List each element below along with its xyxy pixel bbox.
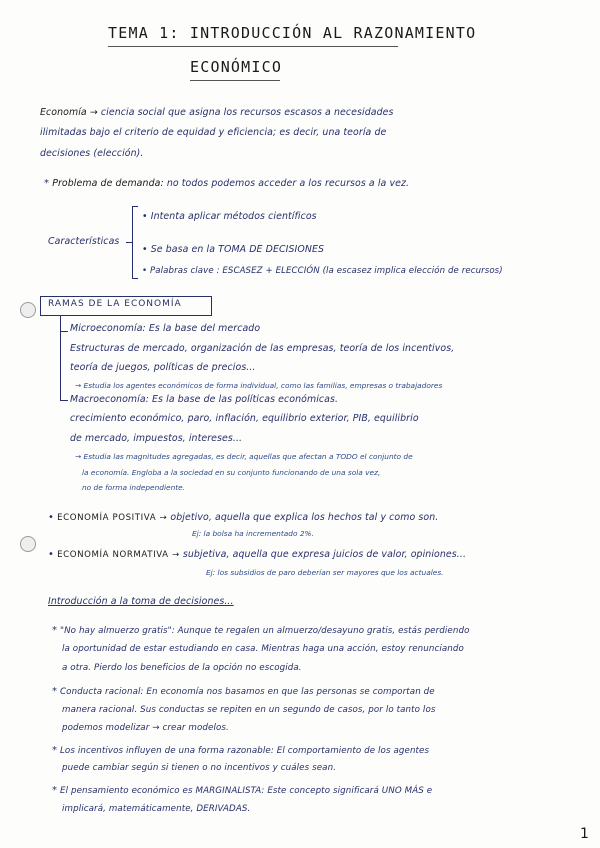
decisiones-p4-line2: implicará, matemáticamente, DERIVADAS.: [62, 804, 251, 814]
definition-line2: ilimitadas bajo el criterio de equidad y eficiencia; es decir, una teoría de: [40, 127, 387, 138]
macro-line2: crecimiento económico, paro, inflación, equilibrio exterior, PIB, equilibrio: [70, 413, 419, 424]
micro-note: → Estudia los agentes económicos de forma individual, como las familias, empresas o trabajadores: [75, 381, 443, 390]
problema-text: no todos podemos acceder a los recursos a la vez.: [166, 178, 410, 189]
positiva-label: ECONOMÍA POSITIVA →: [57, 513, 168, 523]
macro-title: Macroeconomía: Es la base de las políticas económicas.: [70, 394, 339, 405]
bullet-icon: *: [52, 745, 58, 756]
decisiones-p4-line1: El pensamiento económico es MARGINALISTA: Este concepto significará UNO MÁS e: [59, 786, 433, 796]
ramas-heading: RAMAS DE LA ECONOMÍA: [48, 299, 182, 309]
definition-term: Economía →: [40, 107, 98, 118]
decisiones-p2-line3: podemos modelizar → crear modelos.: [62, 723, 229, 733]
micro-line2: Estructuras de mercado, organización de las empresas, teoría de los incentivos,: [70, 343, 455, 354]
macro-note: → Estudia las magnitudes agregadas, es decir, aquellas que afectan a TODO el conjunto de: [75, 452, 413, 461]
caracteristica-item: • Se basa en la TOMA DE DECISIONES: [142, 244, 325, 255]
page-title: TEMA 1: INTRODUCCIÓN AL RAZONAMIENTO: [108, 24, 477, 42]
bullet-icon: *: [52, 785, 58, 796]
binder-hole: [20, 302, 36, 318]
micro-line3: teoría de juegos, políticas de precios...: [70, 362, 256, 373]
bullet-icon: *: [44, 178, 50, 189]
decisiones-p1-line2: la oportunidad de estar estudiando en casa. Mientras haga una acción, estoy renunciando: [62, 644, 464, 654]
caracteristica-item: • Palabras clave : ESCASEZ + ELECCIÓN (la escasez implica elección de recursos): [142, 266, 503, 276]
definition-text: ciencia social que asigna los recursos escasos a necesidades: [100, 107, 394, 118]
binder-hole: [20, 536, 36, 552]
title-underline-2: [190, 80, 280, 81]
caracteristica-item: • Intenta aplicar métodos científicos: [142, 211, 317, 222]
normativa-label: ECONOMÍA NORMATIVA →: [57, 550, 180, 560]
decisiones-p2-line1: Conducta racional: En economía nos basamos en que las personas se comportan de: [59, 687, 435, 697]
decisiones-p3-line1: Los incentivos influyen de una forma razonable: El comportamiento de los agentes: [59, 746, 430, 756]
decisiones-p1-line1: "No hay almuerzo gratis": Aunque te regalen un almuerzo/desayuno gratis, estás perdiendo: [59, 626, 470, 636]
problema-label: Problema de demanda:: [52, 178, 164, 189]
tree-connector: [60, 315, 61, 401]
title-underline: [108, 46, 398, 47]
normativa-text: subjetiva, aquella que expresa juicios de valor, opiniones...: [182, 549, 467, 560]
brace-line: [132, 206, 133, 278]
macro-note: no de forma independiente.: [82, 483, 186, 492]
decisiones-heading: Introducción a la toma de decisiones...: [48, 596, 234, 607]
positiva-text: objetivo, aquella que explica los hechos tal y como son.: [170, 512, 439, 523]
decisiones-p3-line2: puede cambiar según si tienen o no incentivos y cuáles sean.: [62, 763, 337, 773]
macro-note: la economía. Engloba a la sociedad en su conjunto funcionando de una sola vez,: [82, 468, 381, 477]
bullet-icon: •: [48, 549, 54, 560]
positiva-example: Ej: la bolsa ha incrementado 2%.: [192, 529, 314, 538]
bullet-icon: •: [48, 512, 54, 523]
bullet-icon: *: [52, 625, 58, 636]
decisiones-p2-line2: manera racional. Sus conductas se repiten en un segundo de casos, por lo tanto los: [62, 705, 436, 715]
macro-line3: de mercado, impuestos, intereses...: [70, 433, 243, 444]
page-title-line2: ECONÓMICO: [190, 58, 283, 76]
normativa-example: Ej: los subsidios de paro deberían ser mayores que los actuales.: [206, 568, 444, 577]
page-number: 1: [580, 826, 589, 842]
definition-line3: decisiones (elección).: [40, 148, 144, 159]
caracteristicas-label: Características: [48, 236, 120, 247]
decisiones-p1-line3: a otra. Pierdo los beneficios de la opción no escogida.: [62, 663, 302, 673]
micro-title: Microeconomía: Es la base del mercado: [70, 323, 261, 334]
bullet-icon: *: [52, 686, 58, 697]
